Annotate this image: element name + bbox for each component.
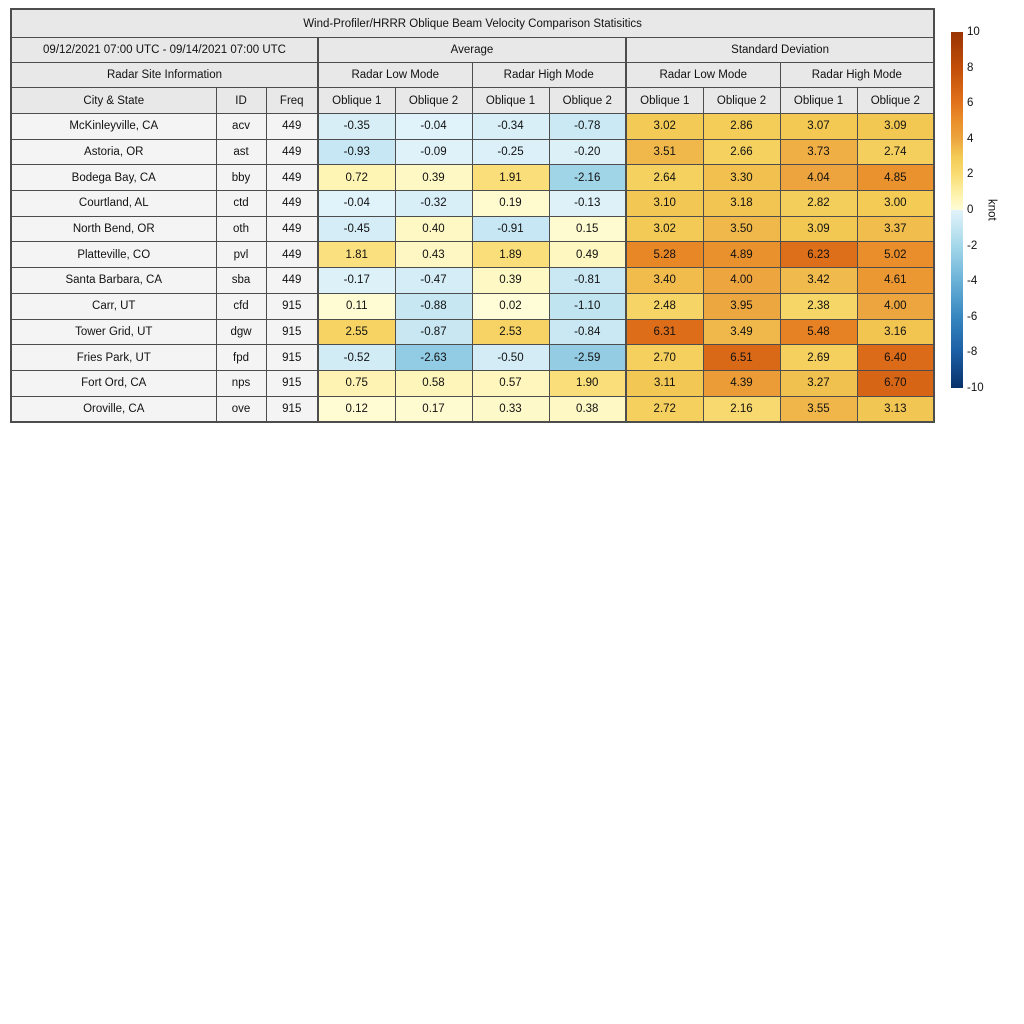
id-cell: cfd [216,293,266,319]
value-cell: 2.72 [626,396,703,422]
freq-cell: 449 [266,139,318,165]
value-cell: 6.51 [703,345,780,371]
table-body [11,114,934,422]
colorbar-tick-label: 0 [967,204,974,216]
value-cell: 3.10 [626,191,703,217]
freq-cell: 915 [266,293,318,319]
city-cell: Fries Park, UT [11,345,216,371]
city-cell: Tower Grid, UT [11,319,216,345]
value-cell: 3.18 [703,191,780,217]
value-cell: 2.53 [472,319,549,345]
value-cell: -0.32 [395,191,472,217]
value-cell: -0.88 [395,293,472,319]
value-cell: 3.00 [857,191,934,217]
value-cell: 4.00 [857,293,934,319]
value-cell: 6.23 [780,242,857,268]
table-row [11,114,934,140]
value-cell: 3.49 [703,319,780,345]
std-high-oblique2-header: Oblique 2 [857,88,934,114]
value-cell: -1.10 [549,293,626,319]
table-row [11,165,934,191]
value-cell: 4.39 [703,370,780,396]
std-high-oblique1-header: Oblique 1 [780,88,857,114]
value-cell: 2.38 [780,293,857,319]
value-cell: -0.45 [318,216,395,242]
city-cell: Santa Barbara, CA [11,268,216,294]
city-cell: Carr, UT [11,293,216,319]
value-cell: -2.16 [549,165,626,191]
value-cell: 2.74 [857,139,934,165]
date-range: 09/12/2021 07:00 UTC - 09/14/2021 07:00 UTC [11,38,318,63]
value-cell: -0.17 [318,268,395,294]
id-cell: ctd [216,191,266,217]
value-cell: 0.39 [395,165,472,191]
colorbar-tick-label: 4 [967,132,974,145]
freq-cell: 915 [266,396,318,422]
value-cell: 4.89 [703,242,780,268]
value-cell: -0.78 [549,114,626,140]
freq-cell: 449 [266,242,318,268]
value-cell: -2.59 [549,345,626,371]
value-cell: 0.58 [395,370,472,396]
value-cell: 0.49 [549,242,626,268]
table-row [11,396,934,422]
std-low-oblique2-header: Oblique 2 [703,88,780,114]
mode-header-row [11,63,934,88]
value-cell: 3.02 [626,114,703,140]
value-cell: 3.73 [780,139,857,165]
value-cell: -0.04 [395,114,472,140]
avg-high-oblique1-header: Oblique 1 [472,88,549,114]
id-cell: ast [216,139,266,165]
id-cell: sba [216,268,266,294]
std-radar-low-mode-header: Radar Low Mode [626,63,780,88]
value-cell: 3.11 [626,370,703,396]
freq-cell: 449 [266,268,318,294]
avg-low-oblique2-header: Oblique 2 [395,88,472,114]
value-cell: 2.86 [703,114,780,140]
value-cell: 3.07 [780,114,857,140]
city-cell: Bodega Bay, CA [11,165,216,191]
value-cell: 3.16 [857,319,934,345]
id-cell: nps [216,370,266,396]
value-cell: -0.20 [549,139,626,165]
value-cell: 0.75 [318,370,395,396]
value-cell: 0.40 [395,216,472,242]
value-cell: 2.82 [780,191,857,217]
value-cell: -0.91 [472,216,549,242]
city-cell: McKinleyville, CA [11,114,216,140]
colorbar-unit-label: knot [985,199,998,221]
city-cell: Astoria, OR [11,139,216,165]
freq-cell: 449 [266,165,318,191]
avg-low-oblique1-header: Oblique 1 [318,88,395,114]
std-low-oblique1-header: Oblique 1 [626,88,703,114]
value-cell: 3.27 [780,370,857,396]
std-radar-high-mode-header: Radar High Mode [780,63,934,88]
value-cell: 0.57 [472,370,549,396]
value-cell: 3.30 [703,165,780,191]
freq-cell: 449 [266,191,318,217]
value-cell: -0.52 [318,345,395,371]
value-cell: 2.16 [703,396,780,422]
value-cell: 0.33 [472,396,549,422]
value-cell: 3.42 [780,268,857,294]
title-row [11,9,934,38]
value-cell: -0.87 [395,319,472,345]
value-cell: 5.28 [626,242,703,268]
value-cell: 3.13 [857,396,934,422]
table-row [11,216,934,242]
freq-cell: 915 [266,370,318,396]
group-header-row [11,38,934,63]
freq-column-header: Freq [266,88,318,114]
value-cell: 4.00 [703,268,780,294]
avg-radar-low-mode-header: Radar Low Mode [318,63,472,88]
value-cell: 3.37 [857,216,934,242]
value-cell: 1.81 [318,242,395,268]
value-cell: 0.72 [318,165,395,191]
value-cell: 0.43 [395,242,472,268]
value-cell: -0.35 [318,114,395,140]
value-cell: 3.02 [626,216,703,242]
value-cell: 3.09 [857,114,934,140]
value-cell: 2.64 [626,165,703,191]
avg-high-oblique2-header: Oblique 2 [549,88,626,114]
city-cell: Courtland, AL [11,191,216,217]
id-cell: dgw [216,319,266,345]
table-row [11,242,934,268]
freq-cell: 449 [266,114,318,140]
id-cell: oth [216,216,266,242]
value-cell: -2.63 [395,345,472,371]
colorbar-tick-label: -2 [967,239,978,252]
id-cell: acv [216,114,266,140]
value-cell: 2.66 [703,139,780,165]
value-cell: -0.47 [395,268,472,294]
value-cell: 3.50 [703,216,780,242]
city-cell: Platteville, CO [11,242,216,268]
freq-cell: 915 [266,345,318,371]
value-cell: 0.15 [549,216,626,242]
value-cell: 6.31 [626,319,703,345]
value-cell: 3.09 [780,216,857,242]
value-cell: 3.95 [703,293,780,319]
value-cell: -0.04 [318,191,395,217]
id-cell: fpd [216,345,266,371]
value-cell: 2.55 [318,319,395,345]
colorbar-tick-label: 2 [967,168,974,181]
value-cell: 5.02 [857,242,934,268]
value-cell: 2.48 [626,293,703,319]
table-row [11,139,934,165]
freq-cell: 449 [266,216,318,242]
value-cell: 1.90 [549,370,626,396]
colorbar-tick-label: -4 [967,275,978,288]
value-cell: 0.12 [318,396,395,422]
colorbar-tick-label: -10 [967,382,984,394]
avg-radar-high-mode-header: Radar High Mode [472,63,626,88]
value-cell: 3.40 [626,268,703,294]
value-cell: 5.48 [780,319,857,345]
value-cell: 1.89 [472,242,549,268]
id-cell: ove [216,396,266,422]
table-row [11,319,934,345]
group-header-average: Average [318,38,626,63]
colorbar-tick-label: 10 [967,26,980,38]
city-cell: Fort Ord, CA [11,370,216,396]
stats-table [10,8,935,423]
value-cell: -0.84 [549,319,626,345]
value-cell: 3.55 [780,396,857,422]
table-row [11,370,934,396]
colorbar-tick-label: -6 [967,310,978,323]
value-cell: 3.51 [626,139,703,165]
colorbar-tick-label: 8 [967,61,974,74]
column-header-row [11,88,934,114]
value-cell: -0.34 [472,114,549,140]
city-cell: Oroville, CA [11,396,216,422]
value-cell: -0.13 [549,191,626,217]
value-cell: -0.93 [318,139,395,165]
value-cell: -0.25 [472,139,549,165]
value-cell: 6.70 [857,370,934,396]
value-cell: 6.40 [857,345,934,371]
value-cell: 1.91 [472,165,549,191]
value-cell: 4.85 [857,165,934,191]
id-column-header: ID [216,88,266,114]
city-state-column-header: City & State [11,88,216,114]
value-cell: 0.17 [395,396,472,422]
value-cell: 0.38 [549,396,626,422]
table-row [11,268,934,294]
value-cell: 0.11 [318,293,395,319]
group-header-standard-deviation: Standard Deviation [626,38,934,63]
city-cell: North Bend, OR [11,216,216,242]
value-cell: 2.69 [780,345,857,371]
value-cell: 0.19 [472,191,549,217]
table-row [11,345,934,371]
colorbar-tick-label: 6 [967,97,974,110]
figure-title: Wind-Profiler/HRRR Oblique Beam Velocity Comparison Statisitics [11,9,934,38]
id-cell: bby [216,165,266,191]
value-cell: -0.81 [549,268,626,294]
value-cell: 2.70 [626,345,703,371]
table-row [11,293,934,319]
value-cell: 0.02 [472,293,549,319]
colorbar-tick-label: -8 [967,346,978,359]
value-cell: 0.39 [472,268,549,294]
value-cell: 4.04 [780,165,857,191]
value-cell: 4.61 [857,268,934,294]
id-cell: pvl [216,242,266,268]
value-cell: -0.09 [395,139,472,165]
value-cell: -0.50 [472,345,549,371]
radar-site-information-header: Radar Site Information [11,63,318,88]
freq-cell: 915 [266,319,318,345]
table-row [11,191,934,217]
colorbar [951,32,963,388]
